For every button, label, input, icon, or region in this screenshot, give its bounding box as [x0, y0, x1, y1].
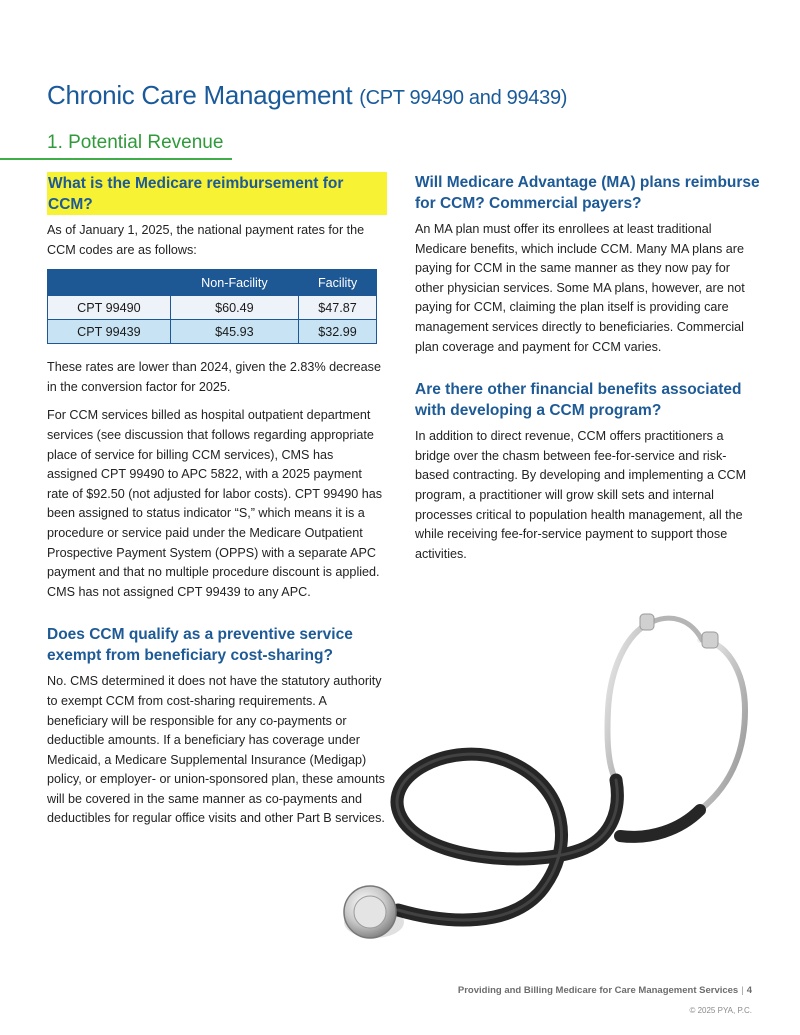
table-cell-code: CPT 99490: [48, 296, 171, 320]
stethoscope-tubing-right: [620, 810, 700, 837]
question-medicare-advantage-heading: Will Medicare Advantage (MA) plans reimburse for CCM? Commercial payers?: [415, 174, 760, 212]
table-header-blank: [48, 270, 171, 296]
financial-benefits-answer: In addition to direct revenue, CCM offers practitioners a bridge over the chasm between fee-for-service and risk-based contracting. By developing and implementing a CCM program, a practitioner will grow skill sets and internal processes critical to population health management, all the while receiving fee-for-service payment to support those activities.: [415, 429, 747, 561]
table-cell-non-facility: $60.49: [170, 296, 298, 320]
stethoscope-binaural-left: [607, 622, 652, 780]
page-title-main: Chronic Care Management: [47, 80, 353, 110]
right-column: [415, 172, 760, 573]
stethoscope-headset-spring: [652, 618, 702, 640]
page-number: 4: [746, 985, 752, 996]
outpatient-billing-paragraph: For CCM services billed as hospital outpatient department services (see discussion that follows regarding appropriate place of service for billing CCM services), CMS has assigned CPT 99490 to APC 5822, with a 2025 payment rate of $92.50 (not adjusted for labor costs). CPT 99490 has been assigned to status indicator “S,” which means it is a procedure or service paid under the Medicare Outpatient Prospective Payment System (OPPS) with a separate APC payment and that no multiple procedure discount is applied. CMS has not assigned CPT 99439 to any APC.: [47, 408, 383, 599]
medicare-advantage-answer: An MA plan must offer its enrollees at least traditional Medicare benefits, which include CCM. Many MA plans are paying for CCM in the same manner as they now pay for other physician services. Some MA plans, however, are not paying for CCM, claiming the plan itself is providing care management services directly to beneficiaries. Commercial plan coverage and payment for CCM varies.: [415, 222, 745, 354]
table-header-row: [48, 270, 377, 296]
table-row: [48, 296, 377, 320]
section-divider: [0, 158, 232, 160]
table-cell-non-facility: $45.93: [170, 320, 298, 344]
stethoscope-binaural-right: [700, 640, 745, 810]
footer: [458, 985, 752, 996]
table-header-facility: Facility: [299, 270, 377, 296]
rates-comparison-paragraph: These rates are lower than 2024, given the 2.83% decrease in the conversion factor for 2025.: [47, 360, 381, 394]
chest-piece-diaphragm: [354, 896, 386, 928]
stethoscope-illustration: [330, 600, 800, 970]
copyright: © 2025 PYA, P.C.: [689, 1006, 752, 1015]
section-heading: 1. Potential Revenue: [47, 132, 224, 153]
footer-separator: |: [741, 985, 744, 996]
question-preventive-service-heading: Does CCM qualify as a preventive service exempt from beneficiary cost-sharing?: [47, 626, 353, 665]
preventive-service-answer: No. CMS determined it does not have the statutory authority to exempt CCM from cost-sharing requirements. A beneficiary will be responsible for any co-payments or deductible amounts. If a beneficiary has coverage under Medicaid, a Medicare Supplemental Insurance (Medigap) policy, or employer- or union-sponsored plan, these amounts will be covered in the same manner as co-payments and deductibles for regular office visits and other Part B services.: [47, 674, 385, 826]
ear-tip-right: [702, 632, 718, 648]
page-title: [47, 80, 567, 111]
table-cell-code: CPT 99439: [48, 320, 171, 344]
table-header-non-facility: Non-Facility: [170, 270, 298, 296]
question-financial-benefits-heading: Are there other financial benefits associated with developing a CCM program?: [415, 381, 742, 420]
question-medicare-reimbursement-heading: What is the Medicare reimbursement for CCM?: [47, 172, 387, 215]
table-cell-facility: $32.99: [299, 320, 377, 344]
table-cell-facility: $47.87: [299, 296, 377, 320]
ear-tip-left: [640, 614, 654, 630]
payment-rates-table: [47, 269, 377, 344]
table-row: [48, 320, 377, 344]
spacer: [415, 366, 760, 379]
footer-title: Providing and Billing Medicare for Care Management Services: [457, 985, 739, 996]
reimbursement-intro: As of January 1, 2025, the national payment rates for the CCM codes are as follows:: [47, 223, 365, 257]
page-title-sub: (CPT 99490 and 99439): [359, 87, 568, 109]
stethoscope-tubing: [397, 754, 617, 920]
